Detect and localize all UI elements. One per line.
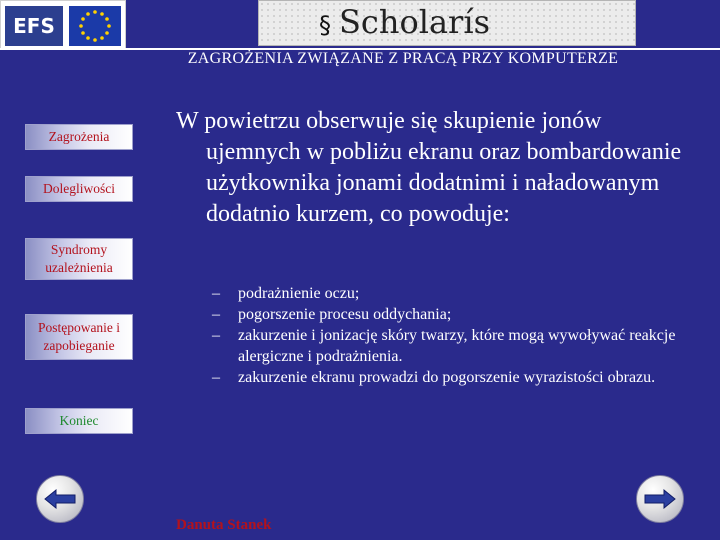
efs-logo-text: EFS <box>5 6 63 46</box>
bullet-list <box>212 283 682 388</box>
nav-button-dolegliwosci[interactable]: Dolegliwości <box>25 176 133 202</box>
scholaris-mark-icon: § <box>319 11 331 39</box>
eu-flag-icon <box>69 6 121 46</box>
bullet-item: – zakurzenie i jonizację skóry twarzy, które mogą wywoływać reakcje alergiczne i podrażnienia. <box>212 325 682 367</box>
main-paragraph-first-line: W powietrzu obserwuje się skupienie jonów <box>176 108 602 134</box>
main-paragraph <box>176 106 706 230</box>
scholaris-logo <box>258 0 636 46</box>
bullet-item: – zakurzenie ekranu prowadzi do pogorszenie wyrazistości obrazu. <box>212 367 682 388</box>
bullet-item: – pogorszenie procesu oddychania; <box>212 304 682 325</box>
author-name: Danuta Stanek <box>176 517 272 533</box>
arrow-right-icon <box>643 488 677 510</box>
arrow-left-icon <box>43 488 77 510</box>
next-slide-button[interactable] <box>636 475 684 523</box>
efs-logo <box>0 0 126 50</box>
scholaris-logo-text: Scholarís <box>339 3 490 41</box>
nav-button-syndromy-uzaleznienia[interactable]: Syndromy uzależnienia <box>25 238 133 280</box>
main-paragraph-rest: ujemnych w pobliżu ekranu oraz bombardowanie użytkownika jonami dodatnimi i naładowanym dodatnio kurzem, co powoduje: <box>206 139 682 227</box>
bullet-item: – podrażnienie oczu; <box>212 283 682 304</box>
nav-button-postepowanie-i-zapobieganie[interactable]: Postępowanie i zapobieganie <box>25 314 133 360</box>
previous-slide-button[interactable] <box>36 475 84 523</box>
slide-title: ZAGROŻENIA ZWIĄZANE Z PRACĄ PRZY KOMPUTERZE <box>187 50 619 67</box>
nav-button-zagrozenia[interactable]: Zagrożenia <box>25 124 133 150</box>
nav-button-koniec[interactable]: Koniec <box>25 408 133 434</box>
